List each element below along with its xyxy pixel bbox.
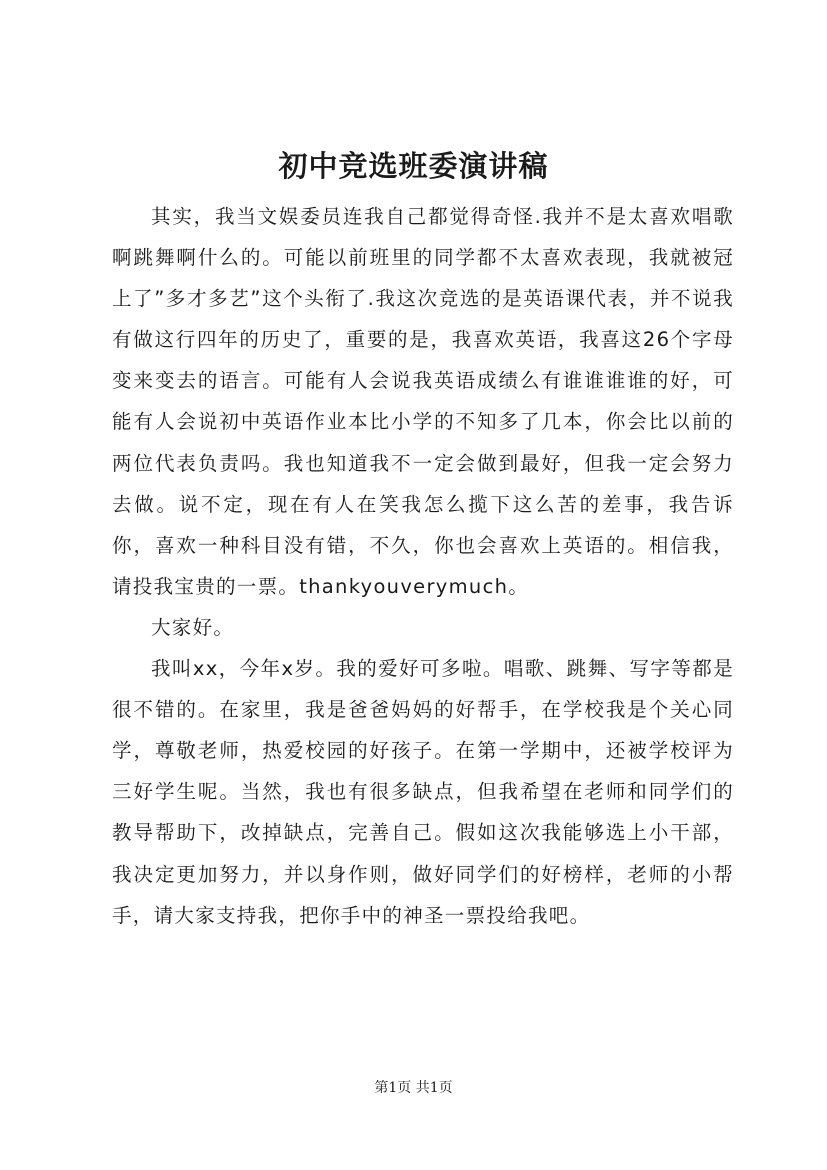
document-body bbox=[112, 196, 734, 936]
paragraph-greeting: 大家好。 bbox=[151, 615, 235, 639]
document-title: 初中竞选班委演讲稿 bbox=[278, 149, 549, 183]
paragraph-speech-two: 我叫xx，今年x岁。我的爱好可多啦。唱歌、跳舞、写字等都是很不错的。在家里，我是爸爸妈妈的好帮手，在学校我是个关心同学，尊敬老师，热爱校园的好孩子。在第一学期中，还被学校评为三好学生呢。当然，我也有很多缺点，但我希望在老师和同学们的教导帮助下，改掉缺点，完善自己。假如这次我能够选上小干部，我决定更加努力，并以身作则，做好同学们的好榜样，老师的小帮手，请大家支持我，把你手中的神圣一票投给我吧。 bbox=[112, 657, 734, 927]
paragraph-speech-one: 其实，我当文娱委员连我自己都觉得奇怪.我并不是太喜欢唱歌啊跳舞啊什么的。可能以前班里的同学都不太喜欢表现，我就被冠上了”多才多艺”这个头衔了.我这次竞选的是英语课代表，并不说我有做这行四年的历史了，重要的是，我喜欢英语，我喜这26个字母变来变去的语言。可能有人会说我英语成绩么有谁谁谁谁的好，可能有人会说初中英语作业本比小学的不知多了几本，你会比以前的两位代表负责吗。我也知道我不一定会做到最好，但我一定会努力去做。说不定，现在有人在笑我怎么揽下这么苦的差事，我告诉你，喜欢一种科目没有错，不久，你也会喜欢上英语的。相信我，请投我宝贵的一票。thankyouverymuch。 bbox=[112, 205, 734, 598]
page-number-footer: 第1页 共1页 bbox=[374, 1080, 453, 1096]
